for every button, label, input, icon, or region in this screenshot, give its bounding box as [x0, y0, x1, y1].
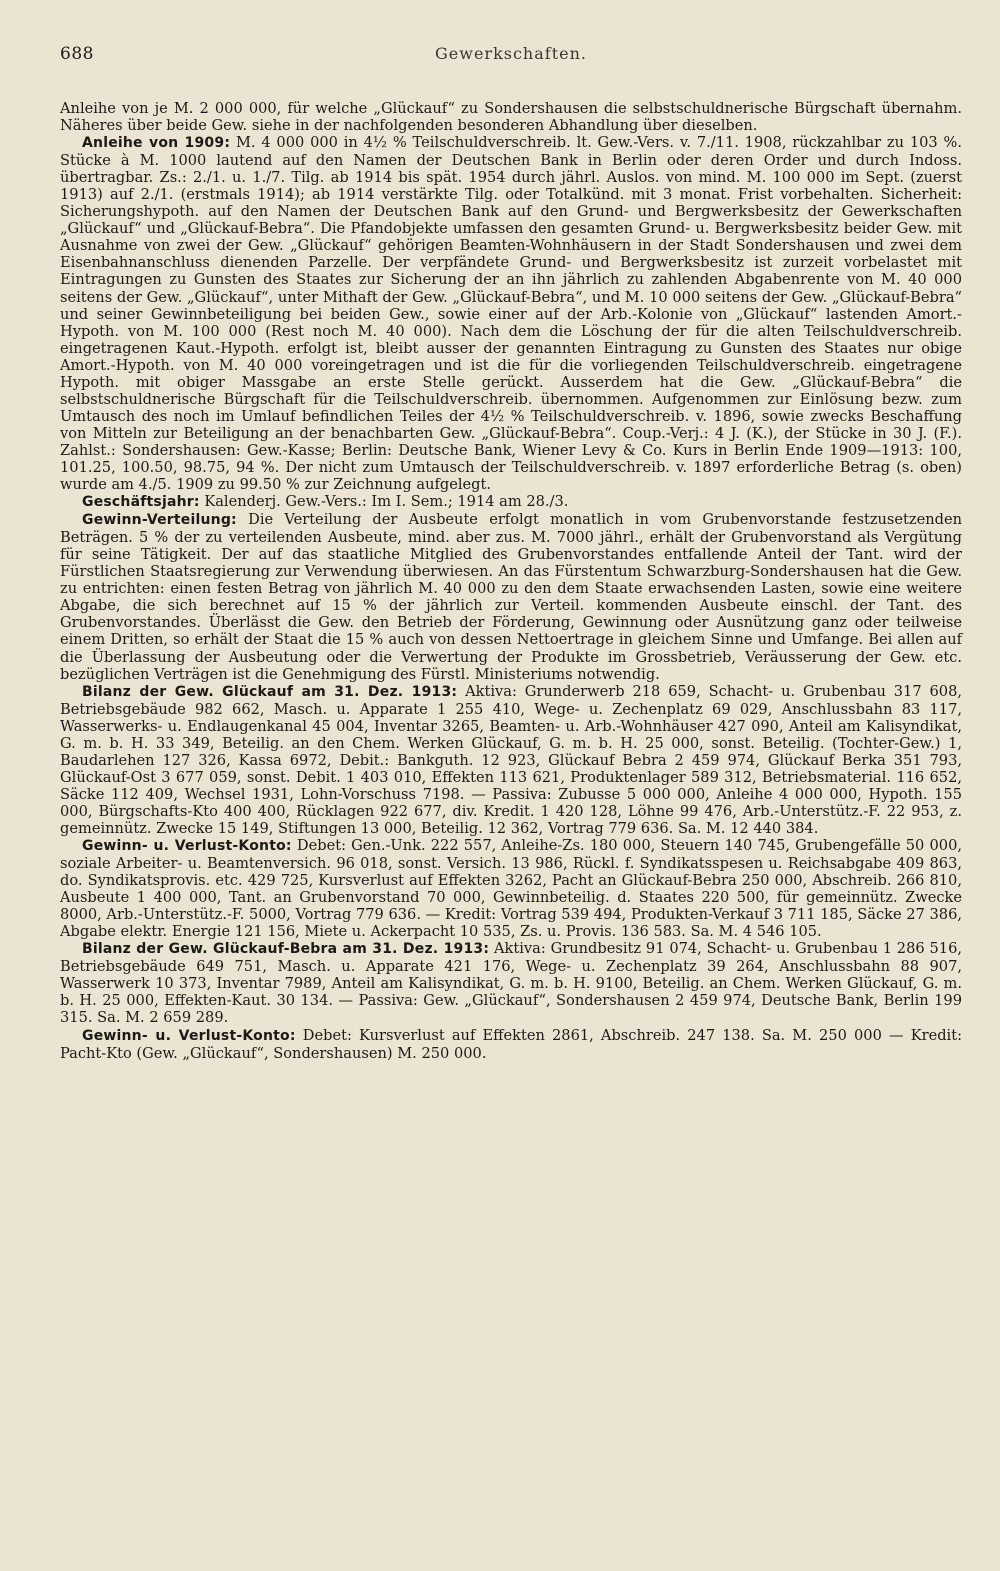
- paragraph-bilanz-glueckauf: [60, 683, 962, 837]
- paragraph-gewinn-verteilung: [60, 511, 962, 682]
- section-heading: Gewinn- u. Verlust-Konto:: [82, 1027, 296, 1044]
- paragraph-text: Debet: Gen.-Unk. 222 557, Anleihe-Zs. 180 000, Steuern 140 745, Grubengefälle 50 000, soziale Arbeiter- u. Beamtenversich. 96 018, sonst. Versich. 13 986, Rückl. f. Syndikatsspesen u. Reichsabgabe 409 863, do. Syndikatsprovis. etc. 429 725, Kursverlust auf Effekten 3262, Pacht an Glückauf-Bebra 250 000, Abschreib. 266 810, Ausbeute 1 400 000, Tant. an Grubenvorstand 70 000, Gewinnbeteilig. d. Staates 220 500, für gemeinnütz. Zwecke 8000, Arb.-Unterstütz.-F. 5000, Vortrag 779 636. — Kredit: Vortrag 539 494, Produkten-Verkauf 3 711 185, Säcke 27 386, Abgabe elektr. Energie 121 156, Miete u. Ackerpacht 10 535, Zs. u. Provis. 136 583. Sa. M. 4 546 105.: [60, 837, 963, 941]
- section-heading: Geschäftsjahr:: [82, 494, 200, 511]
- section-heading: Bilanz der Gew. Glückauf-Bebra am 31. Dez. 1913:: [82, 941, 490, 958]
- paragraph-text: Aktiva: Grunderwerb 218 659, Schacht- u. Grubenbau 317 608, Betriebsgebäude 982 662, Masch. u. Apparate 1 255 410, Wege- u. Zechenplatz 69 029, Anschlussbahn 83 117, Wasserwerks- u. Endlaugenkanal 45 004, Inventar 3265, Beamten- u. Arb.-Wohnhäuser 427 090, Anteil am Kalisyndikat, G. m. b. H. 33 349, Beteilig. an den Chem. Werken Glückauf, G. m. b. H. 25 000, sonst. Beteilig. (Tochter-Gew.) 1, Baudarlehen 127 326, Kassa 6972, Debit.: Bankguth. 12 923, Glückauf Bebra 2 459 974, Glückauf Berka 351 793, Glückauf-Ost 3 677 059, sonst. Debit. 1 403 010, Effekten 113 621, Produktenlager 589 312, Betriebsmaterial. 116 652, Säcke 112 409, Wechsel 1931, Lohn-Vorschuss 7198. — Passiva: Zubusse 5 000 000, Anleihe 4 000 000, Hypoth. 155 000, Bürgschafts-Kto 400 400, Rücklagen 922 677, div. Kredit. 1 420 128, Löhne 99 476, Arb.-Unterstütz.-F. 22 953, z. gemeinnütz. Zwecke 15 149, Stiftungen 13 000, Beteilig. 12 362, Vortrag 779 636. Sa. M. 12 440 384.: [60, 682, 963, 837]
- paragraph-intro: [60, 100, 962, 134]
- paragraph-text: Aktiva: Grundbesitz 91 074, Schacht- u. Grubenbau 1 286 516, Betriebsgebäude 649 751, Masch. u. Apparate 421 176, Wege- u. Zechenplatz 39 264, Anschlussbahn 88 907, Wasserwerk 10 373, Inventar 7989, Anteil am Kalisyndikat, G. m. b. H. 9100, Beteilig. an Chem. Werken Glückauf, G. m. b. H. 25 000, Effekten-Kaut. 30 134. — Passiva: Gew. „Glückauf“, Sondershausen 2 459 974, Deutsche Bank, Berlin 199 315. Sa. M. 2 659 289.: [60, 940, 962, 1027]
- paragraph-anleihe-1909: [60, 134, 962, 493]
- paragraph-guv-bebra: [60, 1027, 962, 1062]
- section-heading: Gewinn-Verteilung:: [82, 512, 237, 529]
- body-text: [60, 100, 962, 1062]
- page-header: [60, 44, 962, 72]
- paragraph-text: Anleihe von je M. 2 000 000, für welche „Glückauf“ zu Sondershausen die selbstschuldnerische Bürgschaft übernahm. Näheres über beide Gew. siehe in der nachfolgenden besonderen Abhandlung über dieselben.: [60, 100, 962, 135]
- paragraph-bilanz-bebra: [60, 940, 962, 1026]
- paragraph-text: Die Verteilung der Ausbeute erfolgt monatlich in vom Grubenvorstande festzusetzenden Beträgen. 5 % der zu verteilenden Ausbeute, mind. aber zus. M. 7000 jährl., erhält der Grubenvorstand als Vergütung für seine Tätigkeit. Der auf das staatliche Mitglied des Grubenvorstandes entfallende Anteil der Tant. wird der Fürstlichen Staatsregierung zur Verwendung überwiesen. An das Fürstentum Schwarzburg-Sondershausen hat die Gew. zu entrichten: einen festen Betrag von jährlich M. 40 000 zu den dem Staate erwachsenden Lasten, sowie eine weitere Abgabe, die sich berechnet auf 15 % der jährlich zur Verteil. kommenden Ausbeute einschl. der Tant. des Grubenvorstandes. Überlässt die Gew. den Betrieb der Förderung, Gewinnung oder Ausnützung ganz oder teilweise einem Dritten, so erhält der Staat die 15 % auch von dessen Nettoertrage in gleichem Sinne und Umfange. Bei allen auf die Überlassung der Ausbeutung oder die Verwertung der Produkte im Grossbetrieb, Veräusserung der Gew. etc. bezüglichen Verträgen ist die Genehmigung des Fürstl. Ministeriums notwendig.: [60, 511, 962, 683]
- paragraph-text: M. 4 000 000 in 4½ % Teilschuldverschreib. lt. Gew.-Vers. v. 7./11. 1908, rückzahlbar zu 103 %. Stücke à M. 1000 lautend auf den Namen der Deutschen Bank in Berlin oder deren Order und durch Indoss. übertragbar. Zs.: 2./1. u. 1./7. Tilg. ab 1914 bis spät. 1954 durch jährl. Auslos. von mind. M. 100 000 im Sept. (zuerst 1913) auf 2./1. (erstmals 1914); ab 1914 verstärkte Tilg. oder Totalkünd. mit 3 monat. Frist vorbehalten. Sicherheit: Sicherungshypoth. auf den Namen der Deutschen Bank auf den Grund- und Bergwerksbesitz der Gewerkschaften „Glückauf“ und „Glückauf-Bebra“. Die Pfandobjekte umfassen den gesamten Grund- u. Bergwerksbesitz beider Gew. mit Ausnahme von zwei der Gew. „Glückauf“ gehörigen Beamten-Wohnhäusern in der Stadt Sondershausen und zwei dem Eisenbahnanschluss dienenden Parzelle. Der verpfändete Grund- und Bergwerksbesitz ist zurzeit vorbelastet mit Eintragungen zu Gunsten des Staates zur Sicherung der an ihn jährlich zu zahlenden Abgabenrente von M. 40 000 seitens der Gew. „Glückauf“, unter Mithaft der Gew. „Glückauf-Bebra“, und M. 10 000 seitens der Gew. „Glückauf-Bebra“ und seiner Gewinnbeteiligung bei beiden Gew., sowie einer auf der Arb.-Kolonie von „Glückauf“ lastenden Amort.-Hypoth. von M. 100 000 (Rest noch M. 40 000). Nach dem die Löschung der für die alten Teilschuldverschreib. eingetragenen Kaut.-Hypoth. erfolgt ist, bleibt ausser der genannten Eintragung zu Gunsten des Staates nur obige Amort.-Hypoth. von M. 40 000 voreingetragen und ist die für die vorliegenden Teilschuldverschreib. eingetragene Hypoth. mit obiger Massgabe an erste Stelle gerückt. Ausserdem hat die Gew. „Glückauf-Bebra“ die selbstschuldnerische Bürgschaft für die Teilschuldverschreib. übernommen. Aufgenommen zur Einlösung bezw. zum Umtausch des noch im Umlauf befindlichen Teiles der 4½ % Teilschuldverschreib. v. 1896, sowie zwecks Beschaffung von Mitteln zur Beteiligung an der benachbarten Gew. „Glückauf-Bebra“. Coup.-Verj.: 4 J. (K.), der Stücke in 30 J. (F.). Zahlst.: Sondershausen: Gew.-Kasse; Berlin: Deutsche Bank, Wiener Levy & Co. Kurs in Berlin Ende 1909—1913: 100, 101.25, 100.50, 98.75, 94 %. Der nicht zum Umtausch der Teilschuldverschreib. v. 1897 erforderliche Betrag (s. oben) wurde am 4./5. 1909 zu 99.50 % zur Zeichnung aufgelegt.: [60, 134, 963, 494]
- paragraph-text: Kalenderj. Gew.-Vers.: Im I. Sem.; 1914 am 28./3.: [204, 493, 569, 511]
- section-heading: Anleihe von 1909:: [82, 135, 231, 152]
- paragraph-geschaeftsjahr: [60, 493, 962, 511]
- paragraph-guv-glueckauf: [60, 837, 962, 940]
- section-heading: Bilanz der Gew. Glückauf am 31. Dez. 1913:: [82, 683, 458, 700]
- running-title: Gewerkschaften.: [435, 44, 587, 63]
- page-number: 688: [60, 44, 94, 64]
- section-heading: Gewinn- u. Verlust-Konto:: [82, 838, 292, 855]
- paragraph-text: Debet: Kursverlust auf Effekten 2861, Abschreib. 247 138. Sa. M. 250 000 — Kredit: Pacht-Kto (Gew. „Glückauf“, Sondershausen) M. 250 000.: [60, 1026, 963, 1062]
